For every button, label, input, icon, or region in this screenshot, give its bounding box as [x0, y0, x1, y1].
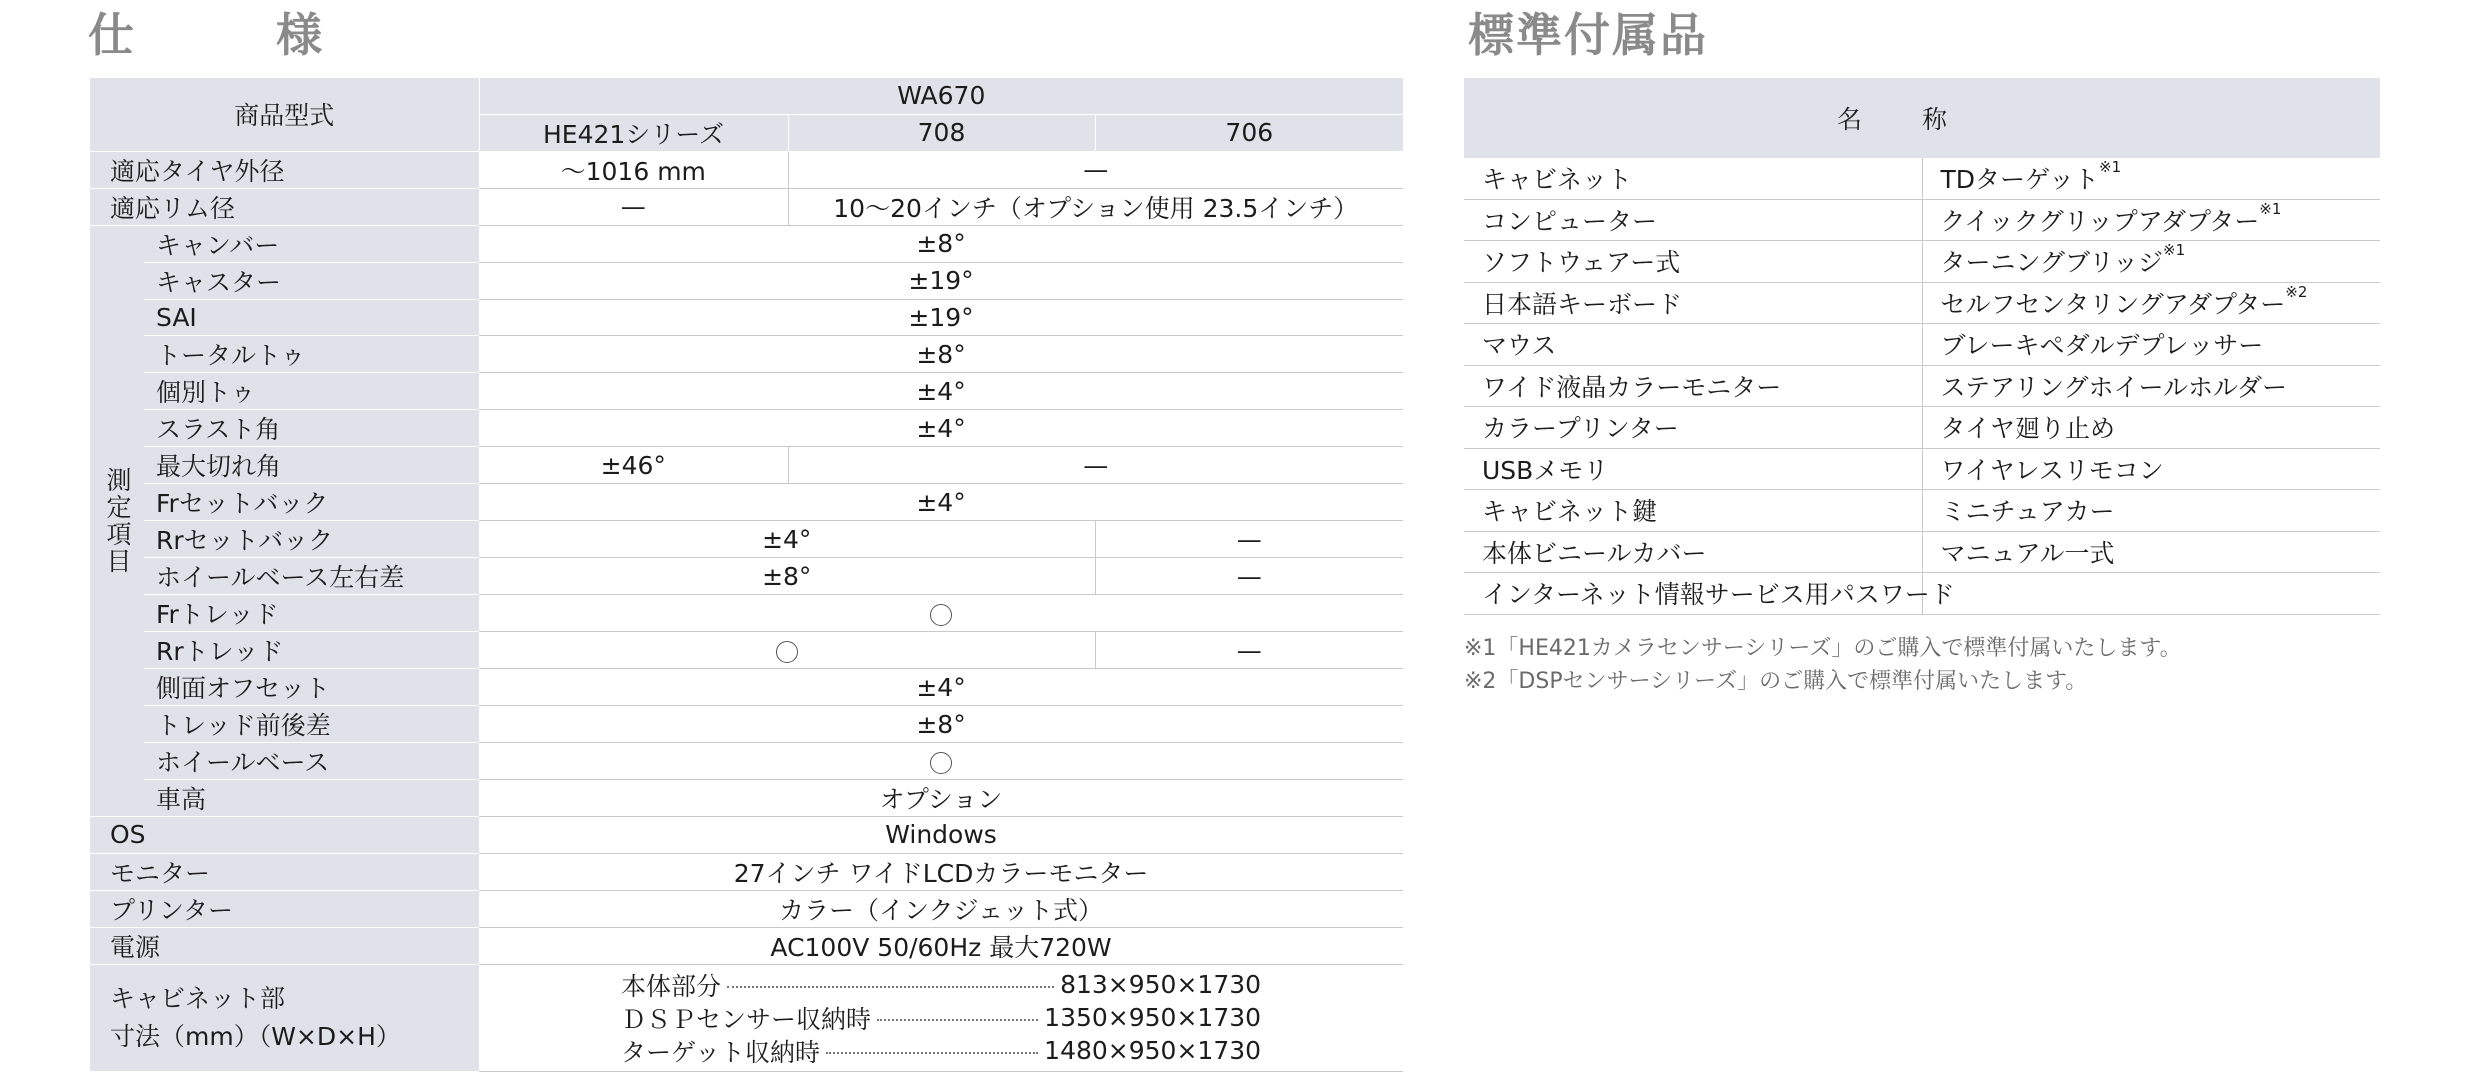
- cabinet-label-line1: キャビネット部: [110, 983, 286, 1013]
- accessory-left: ワイド液晶カラーモニター: [1464, 365, 1922, 407]
- footnote-2: ※2「DSPセンサーシリーズ」のご購入で標準付属いたします。: [1464, 669, 2088, 694]
- dimension-label: ＤＳＰセンサー収納時: [621, 1004, 872, 1034]
- row-value: ±4°: [479, 410, 1403, 447]
- footnote-1: ※1「HE421カメラセンサーシリーズ」のご購入で標準付属いたします。: [1464, 636, 2182, 661]
- row-label: キャスター: [144, 262, 479, 299]
- dimension-label: 本体部分: [621, 971, 722, 1001]
- dimension-value: 1480×950×1730: [1044, 1036, 1262, 1065]
- table-row: [90, 484, 1403, 521]
- row-value: [479, 595, 1403, 632]
- table-row: [90, 632, 1403, 669]
- submodel-706: 706: [1095, 114, 1403, 151]
- accessory-right-text: セルフセンタリングアダプター: [1940, 289, 2286, 319]
- accessory-row: [1464, 531, 2380, 573]
- accessory-left: 本体ビニールカバー: [1464, 531, 1922, 573]
- accessory-right-text: クイックグリップアダプター: [1940, 206, 2260, 236]
- row-value: オプション: [479, 780, 1403, 817]
- accessory-left: コンピューター: [1464, 199, 1922, 241]
- dimension-row: [621, 1034, 1261, 1067]
- table-row: [90, 853, 1403, 890]
- accessory-right: [1922, 573, 2380, 615]
- accessory-row: [1464, 365, 2380, 407]
- table-row: [90, 521, 1403, 558]
- accessory-right: [1922, 282, 2380, 324]
- row-value: ±46°: [479, 447, 788, 484]
- row-value: ±8°: [479, 225, 1403, 262]
- accessory-left: 日本語キーボード: [1464, 282, 1922, 324]
- circle-icon: [930, 604, 952, 626]
- accessory-right: [1922, 490, 2380, 532]
- accessory-right-text: ステアリングホイールホルダー: [1940, 372, 2288, 402]
- row-value: ±8°: [479, 706, 1403, 743]
- table-row: [90, 299, 1403, 336]
- row-label: OS: [90, 817, 479, 854]
- row-label: ホイールベース: [144, 743, 479, 780]
- table-row: [90, 964, 1403, 1071]
- accessory-right: [1922, 365, 2380, 407]
- accessory-right-text: ブレーキペダルデプレッサー: [1940, 331, 2264, 361]
- accessory-right-text: ターニングブリッジ: [1940, 248, 2164, 278]
- accessory-right-text: ミニチュアカー: [1940, 497, 2115, 527]
- row-label: 適応タイヤ外径: [90, 151, 479, 188]
- accessory-left: インターネット情報サービス用パスワード: [1464, 573, 1922, 615]
- accessory-row: [1464, 407, 2380, 449]
- accessory-row: [1464, 448, 2380, 490]
- row-label: スラスト角: [144, 410, 479, 447]
- accessories-header: 名称: [1464, 78, 2380, 158]
- row-label: Frセットバック: [144, 484, 479, 521]
- accessory-row: [1464, 573, 2380, 615]
- dimension-value: 813×950×1730: [1060, 970, 1262, 999]
- row-value: —: [1095, 558, 1403, 595]
- dot-leader: [877, 1019, 1038, 1021]
- row-value: —: [1095, 632, 1403, 669]
- accessory-right-text: タイヤ廻り止め: [1940, 414, 2116, 444]
- accessory-row: [1464, 158, 2380, 199]
- dimension-row: [621, 968, 1261, 1001]
- row-label: ホイールベース左右差: [144, 558, 479, 595]
- table-row: [90, 336, 1403, 373]
- measurement-group-label: 測定項目: [90, 225, 144, 817]
- table-row: [90, 373, 1403, 410]
- table-row: [90, 262, 1403, 299]
- row-value: —: [788, 151, 1403, 188]
- row-label: 側面オフセット: [144, 669, 479, 706]
- row-label: 車高: [144, 780, 479, 817]
- dimension-row: [621, 1001, 1261, 1034]
- row-label: トレッド前後差: [144, 706, 479, 743]
- accessory-right: [1922, 241, 2380, 283]
- table-row: [90, 188, 1403, 225]
- table-row: [90, 743, 1403, 780]
- accessory-left: USBメモリ: [1464, 448, 1922, 490]
- row-label: キャンバー: [144, 225, 479, 262]
- accessory-row: [1464, 199, 2380, 241]
- row-value: ±4°: [479, 669, 1403, 706]
- submodel-he421: HE421シリーズ: [479, 114, 788, 151]
- accessory-right-text: マニュアル一式: [1940, 538, 2115, 568]
- row-value: Windows: [479, 817, 1403, 854]
- row-label: SAI: [144, 299, 479, 336]
- table-row: [90, 447, 1403, 484]
- accessory-right: [1922, 448, 2380, 490]
- circle-icon: [776, 641, 798, 663]
- row-value: ±19°: [479, 262, 1403, 299]
- row-value: ±4°: [479, 484, 1403, 521]
- cabinet-dimensions: [479, 964, 1403, 1071]
- circle-icon: [930, 752, 952, 774]
- row-value: AC100V 50/60Hz 最大720W: [479, 927, 1403, 964]
- table-row: [90, 669, 1403, 706]
- footnote-mark: ※1: [2259, 199, 2282, 218]
- accessory-right: [1922, 158, 2380, 199]
- footnote-mark: ※2: [2285, 282, 2308, 301]
- accessory-row: [1464, 490, 2380, 532]
- row-label: 個別トゥ: [144, 373, 479, 410]
- table-row: [90, 595, 1403, 632]
- row-value: ±4°: [479, 521, 1095, 558]
- accessory-left: マウス: [1464, 324, 1922, 366]
- accessory-left: ソフトウェアー式: [1464, 241, 1922, 283]
- dot-leader: [826, 1052, 1038, 1054]
- table-row: [90, 558, 1403, 595]
- table-row: [90, 410, 1403, 447]
- row-label: トータルトゥ: [144, 336, 479, 373]
- accessories-table: [1464, 78, 2380, 615]
- table-row: [90, 927, 1403, 964]
- accessory-row: [1464, 241, 2380, 283]
- row-value: —: [479, 188, 788, 225]
- spec-table: [90, 78, 1403, 1072]
- row-value: カラー（インクジェット式）: [479, 890, 1403, 927]
- dimension-value: 1350×950×1730: [1044, 1003, 1262, 1032]
- accessory-right-text: ワイヤレスリモコン: [1940, 455, 2164, 485]
- accessory-right: [1922, 531, 2380, 573]
- accessory-right: [1922, 199, 2380, 241]
- submodel-708: 708: [788, 114, 1095, 151]
- accessory-row: [1464, 282, 2380, 324]
- row-label: プリンター: [90, 890, 479, 927]
- table-row: [90, 890, 1403, 927]
- row-value: ±19°: [479, 299, 1403, 336]
- row-value: [479, 632, 1095, 669]
- row-label: Rrトレッド: [144, 632, 479, 669]
- accessory-row: [1464, 324, 2380, 366]
- row-value: 27インチ ワイドLCDカラーモニター: [479, 853, 1403, 890]
- row-label: 最大切れ角: [144, 447, 479, 484]
- accessory-left: キャビネット: [1464, 158, 1922, 199]
- row-value: ±8°: [479, 558, 1095, 595]
- row-label: Rrセットバック: [144, 521, 479, 558]
- row-label: モニター: [90, 853, 479, 890]
- spec-title: 仕 様: [88, 8, 370, 62]
- table-row: [90, 817, 1403, 854]
- cabinet-label: [90, 964, 479, 1071]
- accessory-left: キャビネット鍵: [1464, 490, 1922, 532]
- table-row: [90, 706, 1403, 743]
- row-value: ±4°: [479, 373, 1403, 410]
- model-label: 商品型式: [90, 78, 479, 151]
- model-name: WA670: [479, 78, 1403, 114]
- row-label: 適応リム径: [90, 188, 479, 225]
- footnote-mark: ※1: [2099, 158, 2122, 177]
- row-value: [479, 743, 1403, 780]
- table-row: [90, 780, 1403, 817]
- row-value: ±8°: [479, 336, 1403, 373]
- accessories-title: 標準付属品: [1468, 8, 1708, 62]
- accessory-right-text: TDターゲット: [1940, 165, 2100, 195]
- row-value: —: [1095, 521, 1403, 558]
- dimension-label: ターゲット収納時: [621, 1037, 821, 1067]
- row-label: 電源: [90, 927, 479, 964]
- row-value: 10～20インチ（オプション使用 23.5インチ）: [788, 188, 1403, 225]
- footnotes: [1464, 632, 2182, 698]
- footnote-mark: ※1: [2163, 241, 2186, 260]
- row-value: ～1016 mm: [479, 151, 788, 188]
- table-row: [90, 225, 1403, 262]
- dot-leader: [727, 986, 1054, 988]
- row-label: Frトレッド: [144, 595, 479, 632]
- accessory-right: [1922, 324, 2380, 366]
- accessory-left: カラープリンター: [1464, 407, 1922, 449]
- cabinet-label-line2: 寸法（mm）（W×D×H）: [110, 1021, 401, 1051]
- table-row: [90, 151, 1403, 188]
- row-value: —: [788, 447, 1403, 484]
- accessory-right: [1922, 407, 2380, 449]
